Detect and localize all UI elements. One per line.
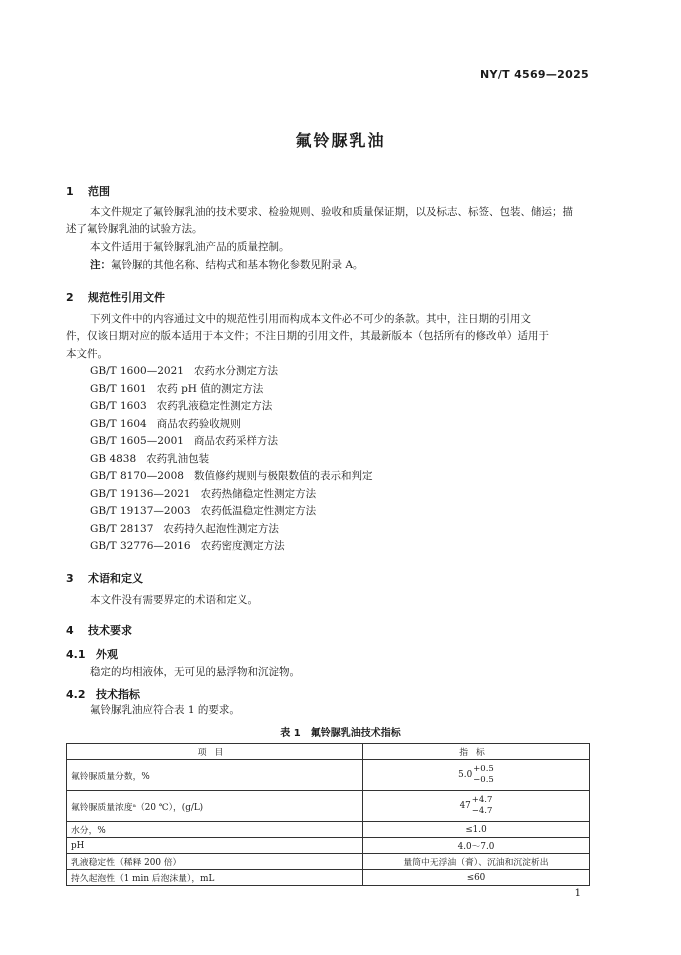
reference-item bbox=[90, 503, 372, 521]
reference-name: 农药水分测定方法 bbox=[193, 365, 278, 377]
section-4-2-heading bbox=[66, 686, 140, 702]
table-cell-value: 量筒中无浮油（膏）、沉油和沉淀析出 bbox=[363, 854, 590, 870]
reference-code: GB/T 1601 bbox=[90, 382, 147, 395]
section-number: 4 bbox=[66, 624, 74, 637]
table-cell-item: 氟铃脲质量浓度ᵃ（20 ℃），(g/L) bbox=[67, 791, 363, 822]
reference-item bbox=[90, 381, 372, 399]
table-row bbox=[67, 870, 590, 886]
section-1-paragraph bbox=[90, 204, 590, 222]
reference-name: 农药密度测定方法 bbox=[200, 540, 285, 552]
table-cell-item: 乳液稳定性（稀释 200 倍） bbox=[67, 854, 363, 870]
table-header: 项目 bbox=[67, 744, 363, 760]
reference-name: 商品农药采样方法 bbox=[193, 435, 278, 447]
reference-name: 农药低温稳定性测定方法 bbox=[200, 505, 317, 517]
note-text: 氟铃脲的其他名称、结构式和基本物化参数见附录 A。 bbox=[111, 259, 364, 271]
reference-name: 农药乳液稳定性测定方法 bbox=[156, 400, 273, 412]
section-title: 技术要求 bbox=[88, 624, 132, 637]
value-tolerance bbox=[472, 795, 493, 817]
table-header: 指标 bbox=[363, 744, 590, 760]
table-cell-value: 4.0～7.0 bbox=[363, 838, 590, 854]
section-title: 规范性引用文件 bbox=[88, 291, 165, 304]
tolerance-minus: −4.7 bbox=[471, 806, 493, 816]
reference-name: 农药热储稳定性测定方法 bbox=[200, 487, 317, 500]
reference-item bbox=[90, 486, 372, 504]
table-cell-item: pH bbox=[67, 838, 363, 854]
reference-item bbox=[90, 538, 372, 556]
document-title: 氟铃脲乳油 bbox=[295, 131, 386, 150]
table-row bbox=[67, 838, 590, 854]
section-4-1-heading bbox=[66, 646, 118, 662]
section-number: 4.1 bbox=[66, 648, 86, 661]
table-cell-item: 持久起泡性（1 min 后泡沫量），mL bbox=[67, 870, 363, 886]
table-cell-value: ≤60 bbox=[363, 870, 590, 886]
reference-name: 商品农药验收规则 bbox=[156, 417, 241, 430]
tolerance-plus: +4.7 bbox=[471, 795, 493, 805]
reference-name: 农药持久起泡性测定方法 bbox=[163, 522, 279, 535]
table-row bbox=[67, 791, 590, 822]
table-row bbox=[67, 822, 590, 838]
paragraph-line: 述了氟铃脲乳油的试验方法。 bbox=[66, 223, 203, 235]
paragraph-line: 稳定的均相液体，无可见的悬浮物和沉淀物。 bbox=[90, 666, 300, 678]
tolerance-minus: −0.5 bbox=[473, 775, 494, 785]
paragraph-line: 下列文件中的内容通过文中的规范性引用而构成本文件必不可少的条款。其中，注日期的引用文 bbox=[90, 313, 531, 325]
section-number: 3 bbox=[66, 572, 74, 585]
reference-item bbox=[90, 451, 372, 469]
note-label: 注： bbox=[90, 259, 111, 271]
table-cell-value bbox=[363, 760, 590, 791]
table-row bbox=[67, 760, 590, 791]
table-caption: 表 1 氟铃脲乳油技术指标 bbox=[280, 728, 401, 739]
section-3-heading bbox=[66, 570, 143, 586]
reference-code: GB 4838 bbox=[90, 452, 137, 465]
reference-item bbox=[90, 363, 372, 381]
reference-code: GB/T 28137 bbox=[90, 522, 154, 535]
paragraph-line: 氟铃脲乳油应符合表 1 的要求。 bbox=[90, 704, 240, 716]
note bbox=[90, 257, 363, 275]
section-number: 2 bbox=[66, 291, 74, 304]
tolerance-plus: +0.5 bbox=[473, 764, 494, 774]
section-title: 技术指标 bbox=[96, 688, 140, 701]
reference-code: GB/T 8170—2008 bbox=[90, 470, 184, 482]
reference-item bbox=[90, 433, 372, 451]
reference-code: GB/T 19136—2021 bbox=[90, 487, 191, 500]
paragraph-line: 本文件没有需要界定的术语和定义。 bbox=[90, 594, 258, 606]
reference-list bbox=[90, 363, 372, 556]
reference-code: GB/T 1604 bbox=[90, 417, 147, 430]
reference-code: GB/T 19137—2003 bbox=[90, 505, 191, 517]
reference-item bbox=[90, 468, 372, 486]
value-base: 5.0 bbox=[458, 770, 473, 780]
table-cell-value: ≤1.0 bbox=[363, 822, 590, 838]
section-number: 1 bbox=[66, 185, 74, 198]
document-number: NY/T 4569—2025 bbox=[480, 68, 589, 81]
page-number: 1 bbox=[574, 888, 581, 899]
reference-name: 农药 pH 值的测定方法 bbox=[156, 382, 264, 395]
reference-item bbox=[90, 416, 372, 434]
reference-code: GB/T 32776—2016 bbox=[90, 540, 191, 552]
table-cell-item: 水分，% bbox=[67, 822, 363, 838]
section-number: 4.2 bbox=[66, 688, 86, 701]
reference-code: GB/T 1603 bbox=[90, 400, 147, 412]
reference-code: GB/T 1605—2001 bbox=[90, 435, 184, 447]
reference-code: GB/T 1600—2021 bbox=[90, 365, 184, 377]
section-4-heading bbox=[66, 622, 132, 638]
reference-name: 农药乳油包装 bbox=[146, 452, 210, 465]
paragraph-line: 本文件规定了氟铃脲乳油的技术要求、检验规则、验收和质量保证期，以及标志、标签、包装、储运；描 bbox=[90, 206, 573, 218]
table-cell-value bbox=[363, 791, 590, 822]
reference-item bbox=[90, 521, 372, 539]
table-header-row bbox=[67, 744, 590, 760]
paragraph-line: 本文件。 bbox=[66, 348, 108, 360]
section-2-heading bbox=[66, 289, 165, 305]
reference-item bbox=[90, 398, 372, 416]
table-cell-item: 氟铃脲质量分数，% bbox=[67, 760, 363, 791]
table-row bbox=[67, 854, 590, 870]
value-tolerance bbox=[473, 764, 494, 786]
value-base: 47 bbox=[459, 801, 471, 811]
section-title: 范围 bbox=[88, 185, 110, 198]
section-title: 术语和定义 bbox=[88, 572, 143, 585]
section-1-heading bbox=[66, 183, 110, 199]
spec-table bbox=[66, 743, 590, 886]
paragraph-line: 本文件适用于氟铃脲乳油产品的质量控制。 bbox=[90, 241, 290, 253]
reference-name: 数值修约规则与极限数值的表示和判定 bbox=[193, 470, 373, 482]
paragraph-line: 件，仅该日期对应的版本适用于本文件；不注日期的引用文件，其最新版本（包括所有的修改单）适用于 bbox=[66, 330, 549, 342]
section-title: 外观 bbox=[96, 648, 118, 661]
